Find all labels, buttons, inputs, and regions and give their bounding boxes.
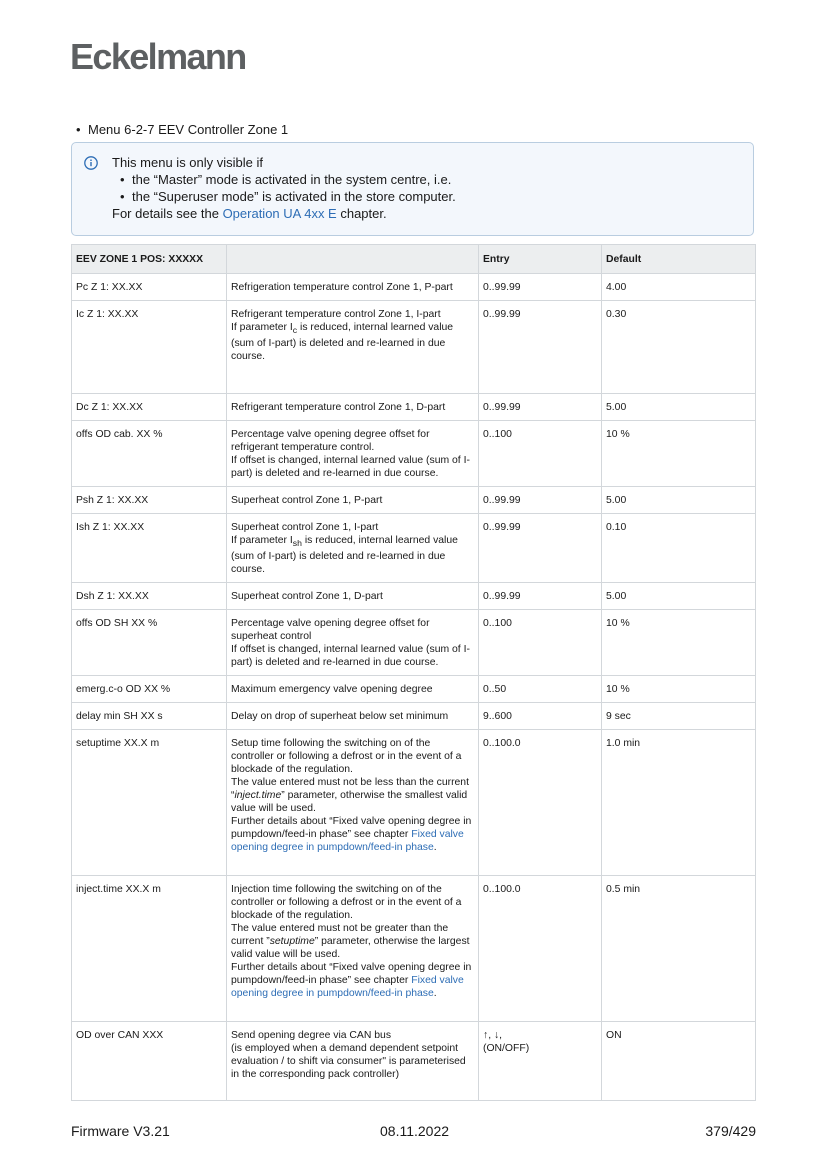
entry-cell: 0..99.99 bbox=[479, 487, 602, 514]
footer-firmware: Firmware V3.21 bbox=[71, 1123, 170, 1139]
table-row bbox=[72, 1022, 756, 1101]
header-entry: Entry bbox=[479, 245, 602, 274]
param-cell: inject.time XX.X m bbox=[72, 876, 227, 1022]
default-cell: 5.00 bbox=[602, 394, 756, 421]
default-cell: 4.00 bbox=[602, 274, 756, 301]
desc-cell: Maximum emergency valve opening degree bbox=[227, 676, 479, 703]
default-cell: 10 % bbox=[602, 421, 756, 487]
desc-cell: Superheat control Zone 1, D-part bbox=[227, 583, 479, 610]
default-cell: 5.00 bbox=[602, 583, 756, 610]
default-cell: 10 % bbox=[602, 610, 756, 676]
param-cell: Dc Z 1: XX.XX bbox=[72, 394, 227, 421]
info-icon bbox=[84, 156, 98, 170]
table-row bbox=[72, 676, 756, 703]
entry-cell: 0..99.99 bbox=[479, 394, 602, 421]
table-row bbox=[72, 876, 756, 1022]
desc-cell: Refrigerant temperature control Zone 1, I-part If parameter $I_c$ is reduced, internal learned value (sum of I-part) is deleted and re-learned in due course. bbox=[227, 301, 479, 394]
entry-cell: ↑, ↓, (ON/OFF) bbox=[479, 1022, 602, 1101]
header-description bbox=[227, 245, 479, 274]
desc-cell: Injection time following the switching on of the controller or following a defrost or in the event of a blockade of the regulation. The value entered must not be greater than the current ”setuptime” parameter, otherwise the largest valid value will be used. Further details about “Fixed valve opening degree in pumpdown/feed-in phase” see chapter Fixed valve opening degree in pumpdown/feed-in phase. bbox=[227, 876, 479, 1022]
info-notice bbox=[71, 142, 754, 236]
entry-cell: 0..99.99 bbox=[479, 514, 602, 583]
entry-cell: 0..50 bbox=[479, 676, 602, 703]
entry-cell: 0..99.99 bbox=[479, 274, 602, 301]
desc-cell: Send opening degree via CAN bus (is employed when a demand dependent setpoint evaluation / to shift via consumer" is parameterised in the corresponding pack controller) bbox=[227, 1022, 479, 1101]
entry-cell: 0..99.99 bbox=[479, 301, 602, 394]
entry-cell: 9..600 bbox=[479, 703, 602, 730]
param-cell: Dsh Z 1: XX.XX bbox=[72, 583, 227, 610]
menu-item-label: Menu 6-2-7 EEV Controller Zone 1 bbox=[88, 122, 289, 137]
notice-bullet: • the “Master” mode is activated in the system centre, i.e. bbox=[120, 172, 452, 187]
default-cell: 9 sec bbox=[602, 703, 756, 730]
table-row bbox=[72, 421, 756, 487]
header-parameter: EEV ZONE 1 POS: XXXXX bbox=[72, 245, 227, 274]
default-cell: 1.0 min bbox=[602, 730, 756, 876]
notice-intro: This menu is only visible if bbox=[112, 155, 263, 170]
footer-page-number: 379/429 bbox=[705, 1123, 756, 1139]
brand-logo: Eckelmann bbox=[70, 36, 246, 77]
param-cell: offs OD cab. XX % bbox=[72, 421, 227, 487]
entry-cell: 0..100.0 bbox=[479, 876, 602, 1022]
table-row bbox=[72, 583, 756, 610]
desc-cell: Refrigeration temperature control Zone 1, P-part bbox=[227, 274, 479, 301]
notice-bullets bbox=[112, 171, 456, 205]
footer-date: 08.11.2022 bbox=[380, 1123, 450, 1139]
operation-chapter-link[interactable]: Operation UA 4xx E bbox=[222, 206, 337, 221]
param-cell: offs OD SH XX % bbox=[72, 610, 227, 676]
param-cell: delay min SH XX s bbox=[72, 703, 227, 730]
parameter-table bbox=[71, 244, 756, 1101]
notice-bullet: • the “Superuser mode” is activated in the store computer. bbox=[120, 189, 456, 204]
desc-cell: Superheat control Zone 1, I-part If parameter $I_{sh}$ is reduced, internal learned value (sum of I-part) is deleted and re-learned in due course. bbox=[227, 514, 479, 583]
entry-cell: 0..99.99 bbox=[479, 583, 602, 610]
desc-cell: Percentage valve opening degree offset for refrigerant temperature control. If offset is changed, internal learned value (sum of I-part) is deleted and re-learned in due course. bbox=[227, 421, 479, 487]
param-cell: OD over CAN XXX bbox=[72, 1022, 227, 1101]
table-row bbox=[72, 514, 756, 583]
param-cell: Ish Z 1: XX.XX bbox=[72, 514, 227, 583]
table-row bbox=[72, 703, 756, 730]
default-cell: 0.10 bbox=[602, 514, 756, 583]
table-row bbox=[72, 487, 756, 514]
desc-cell: Percentage valve opening degree offset for superheat control If offset is changed, internal learned value (sum of I-part) is deleted and re-learned in due course. bbox=[227, 610, 479, 676]
default-cell: 10 % bbox=[602, 676, 756, 703]
param-cell: Ic Z 1: XX.XX bbox=[72, 301, 227, 394]
fixed-valve-chapter-link[interactable]: Fixed valve opening degree in pumpdown/feed-in phase bbox=[231, 975, 464, 1000]
entry-cell: 0..100.0 bbox=[479, 730, 602, 876]
entry-cell: 0..100 bbox=[479, 421, 602, 487]
default-cell: 0.30 bbox=[602, 301, 756, 394]
param-cell: setuptime XX.X m bbox=[72, 730, 227, 876]
table-header-row bbox=[72, 245, 756, 274]
menu-item-heading bbox=[76, 122, 288, 137]
table-row bbox=[72, 301, 756, 394]
desc-cell: Setup time following the switching on of the controller or following a defrost or in the event of a blockade of the regulation. The value entered must not be less than the current “inject.time” parameter, otherwise the smallest valid value will be used. Further details about “Fixed valve opening degree in pumpdown/feed-in phase” see chapter Fixed valve opening degree in pumpdown/feed-in phase. bbox=[227, 730, 479, 876]
desc-cell: Delay on drop of superheat below set minimum bbox=[227, 703, 479, 730]
desc-cell: Refrigerant temperature control Zone 1, D-part bbox=[227, 394, 479, 421]
default-cell: ON bbox=[602, 1022, 756, 1101]
param-cell: Pc Z 1: XX.XX bbox=[72, 274, 227, 301]
param-cell: Psh Z 1: XX.XX bbox=[72, 487, 227, 514]
header-default: Default bbox=[602, 245, 756, 274]
default-cell: 5.00 bbox=[602, 487, 756, 514]
table-row bbox=[72, 394, 756, 421]
entry-cell: 0..100 bbox=[479, 610, 602, 676]
table-row bbox=[72, 730, 756, 876]
param-cell: emerg.c-o OD XX % bbox=[72, 676, 227, 703]
bullet: • bbox=[76, 122, 81, 137]
notice-details: For details see the Operation UA 4xx E chapter. bbox=[112, 206, 387, 221]
default-cell: 0.5 min bbox=[602, 876, 756, 1022]
desc-cell: Superheat control Zone 1, P-part bbox=[227, 487, 479, 514]
table-row bbox=[72, 610, 756, 676]
fixed-valve-chapter-link[interactable]: Fixed valve opening degree in pumpdown/feed-in phase bbox=[231, 829, 464, 854]
table-row bbox=[72, 274, 756, 301]
